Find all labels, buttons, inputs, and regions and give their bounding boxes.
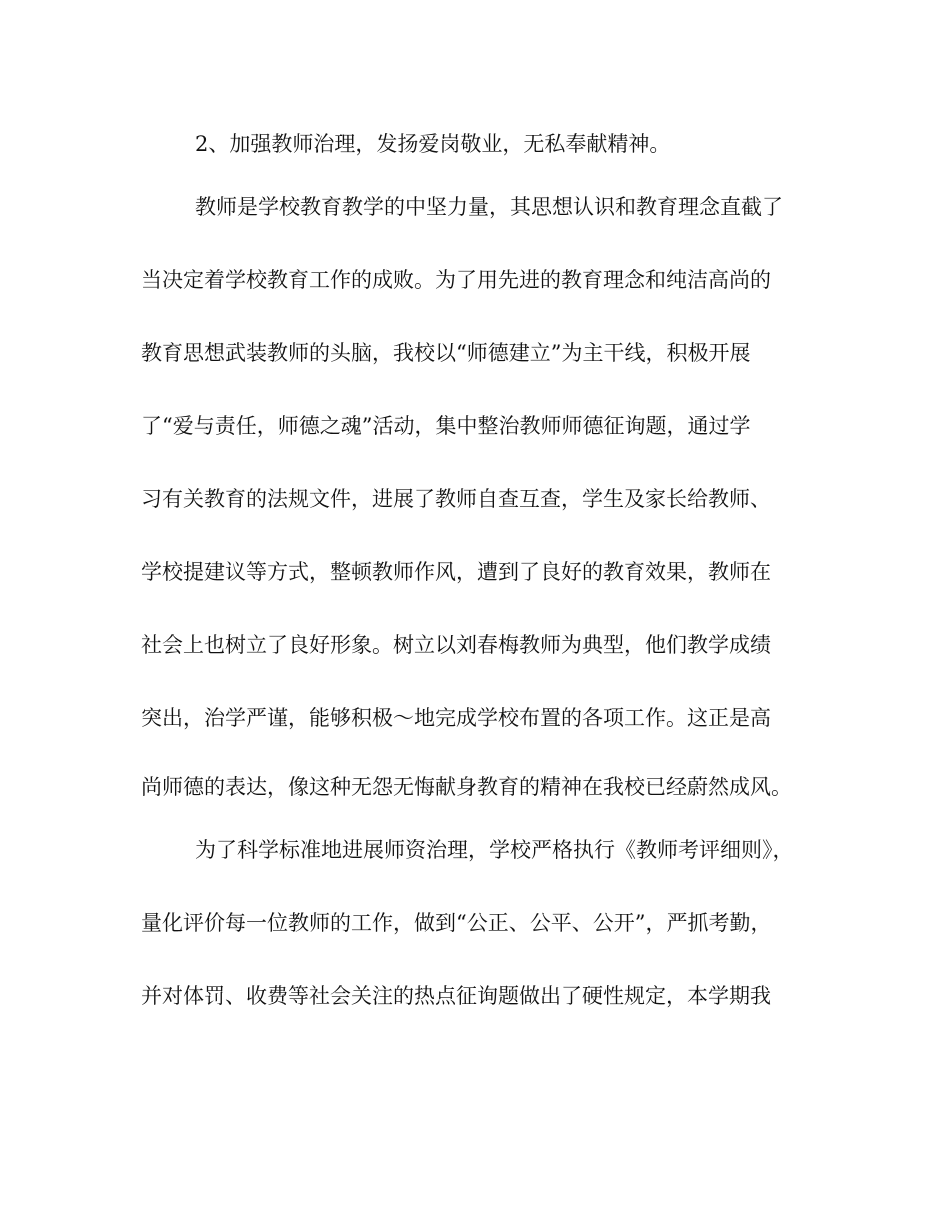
paragraph-line: 社会上也树立了良好形象。树立以刘春梅教师为典型，他们教学成绩	[141, 633, 771, 657]
paragraph-line: 学校提建议等方式，整顿教师作风，遭到了良好的教育效果，教师在	[141, 560, 771, 584]
paragraph-line: 为了科学标准地进展师资治理，学校严格执行《教师考评细则》，	[195, 838, 794, 862]
paragraph-line: 突出，治学严谨，能够积极～地完成学校布置的各项工作。这正是高	[141, 706, 771, 730]
paragraph-line: 并对体罚、收费等社会关注的热点征询题做出了硬性规定，本学期我	[141, 984, 771, 1008]
paragraph-line: 当决定着学校教育工作的成败。为了用先进的教育理念和纯洁高尚的	[141, 268, 771, 292]
paragraph-line: 教育思想武装教师的头脑，我校以“师德建立”为主干线，积极开展	[141, 341, 751, 365]
paragraph-line: 习有关教育的法规文件，进展了教师自查互查，学生及家长给教师、	[141, 487, 771, 511]
paragraph-line: 教师是学校教育教学的中坚力量，其思想认识和教育理念直截了	[195, 195, 783, 219]
paragraph-line: 了“爱与责任，师德之魂”活动，集中整治教师师德征询题，通过学	[141, 414, 751, 438]
paragraph-line: 尚师德的表达，像这种无怨无悔献身教育的精神在我校已经蔚然成风。	[141, 775, 792, 799]
paragraph-line: 量化评价每一位教师的工作，做到“公正、公平、公开”，严抓考勤，	[141, 911, 772, 935]
section-heading: 2、加强教师治理，发扬爱岗敬业，无私奉献精神。	[195, 132, 671, 156]
